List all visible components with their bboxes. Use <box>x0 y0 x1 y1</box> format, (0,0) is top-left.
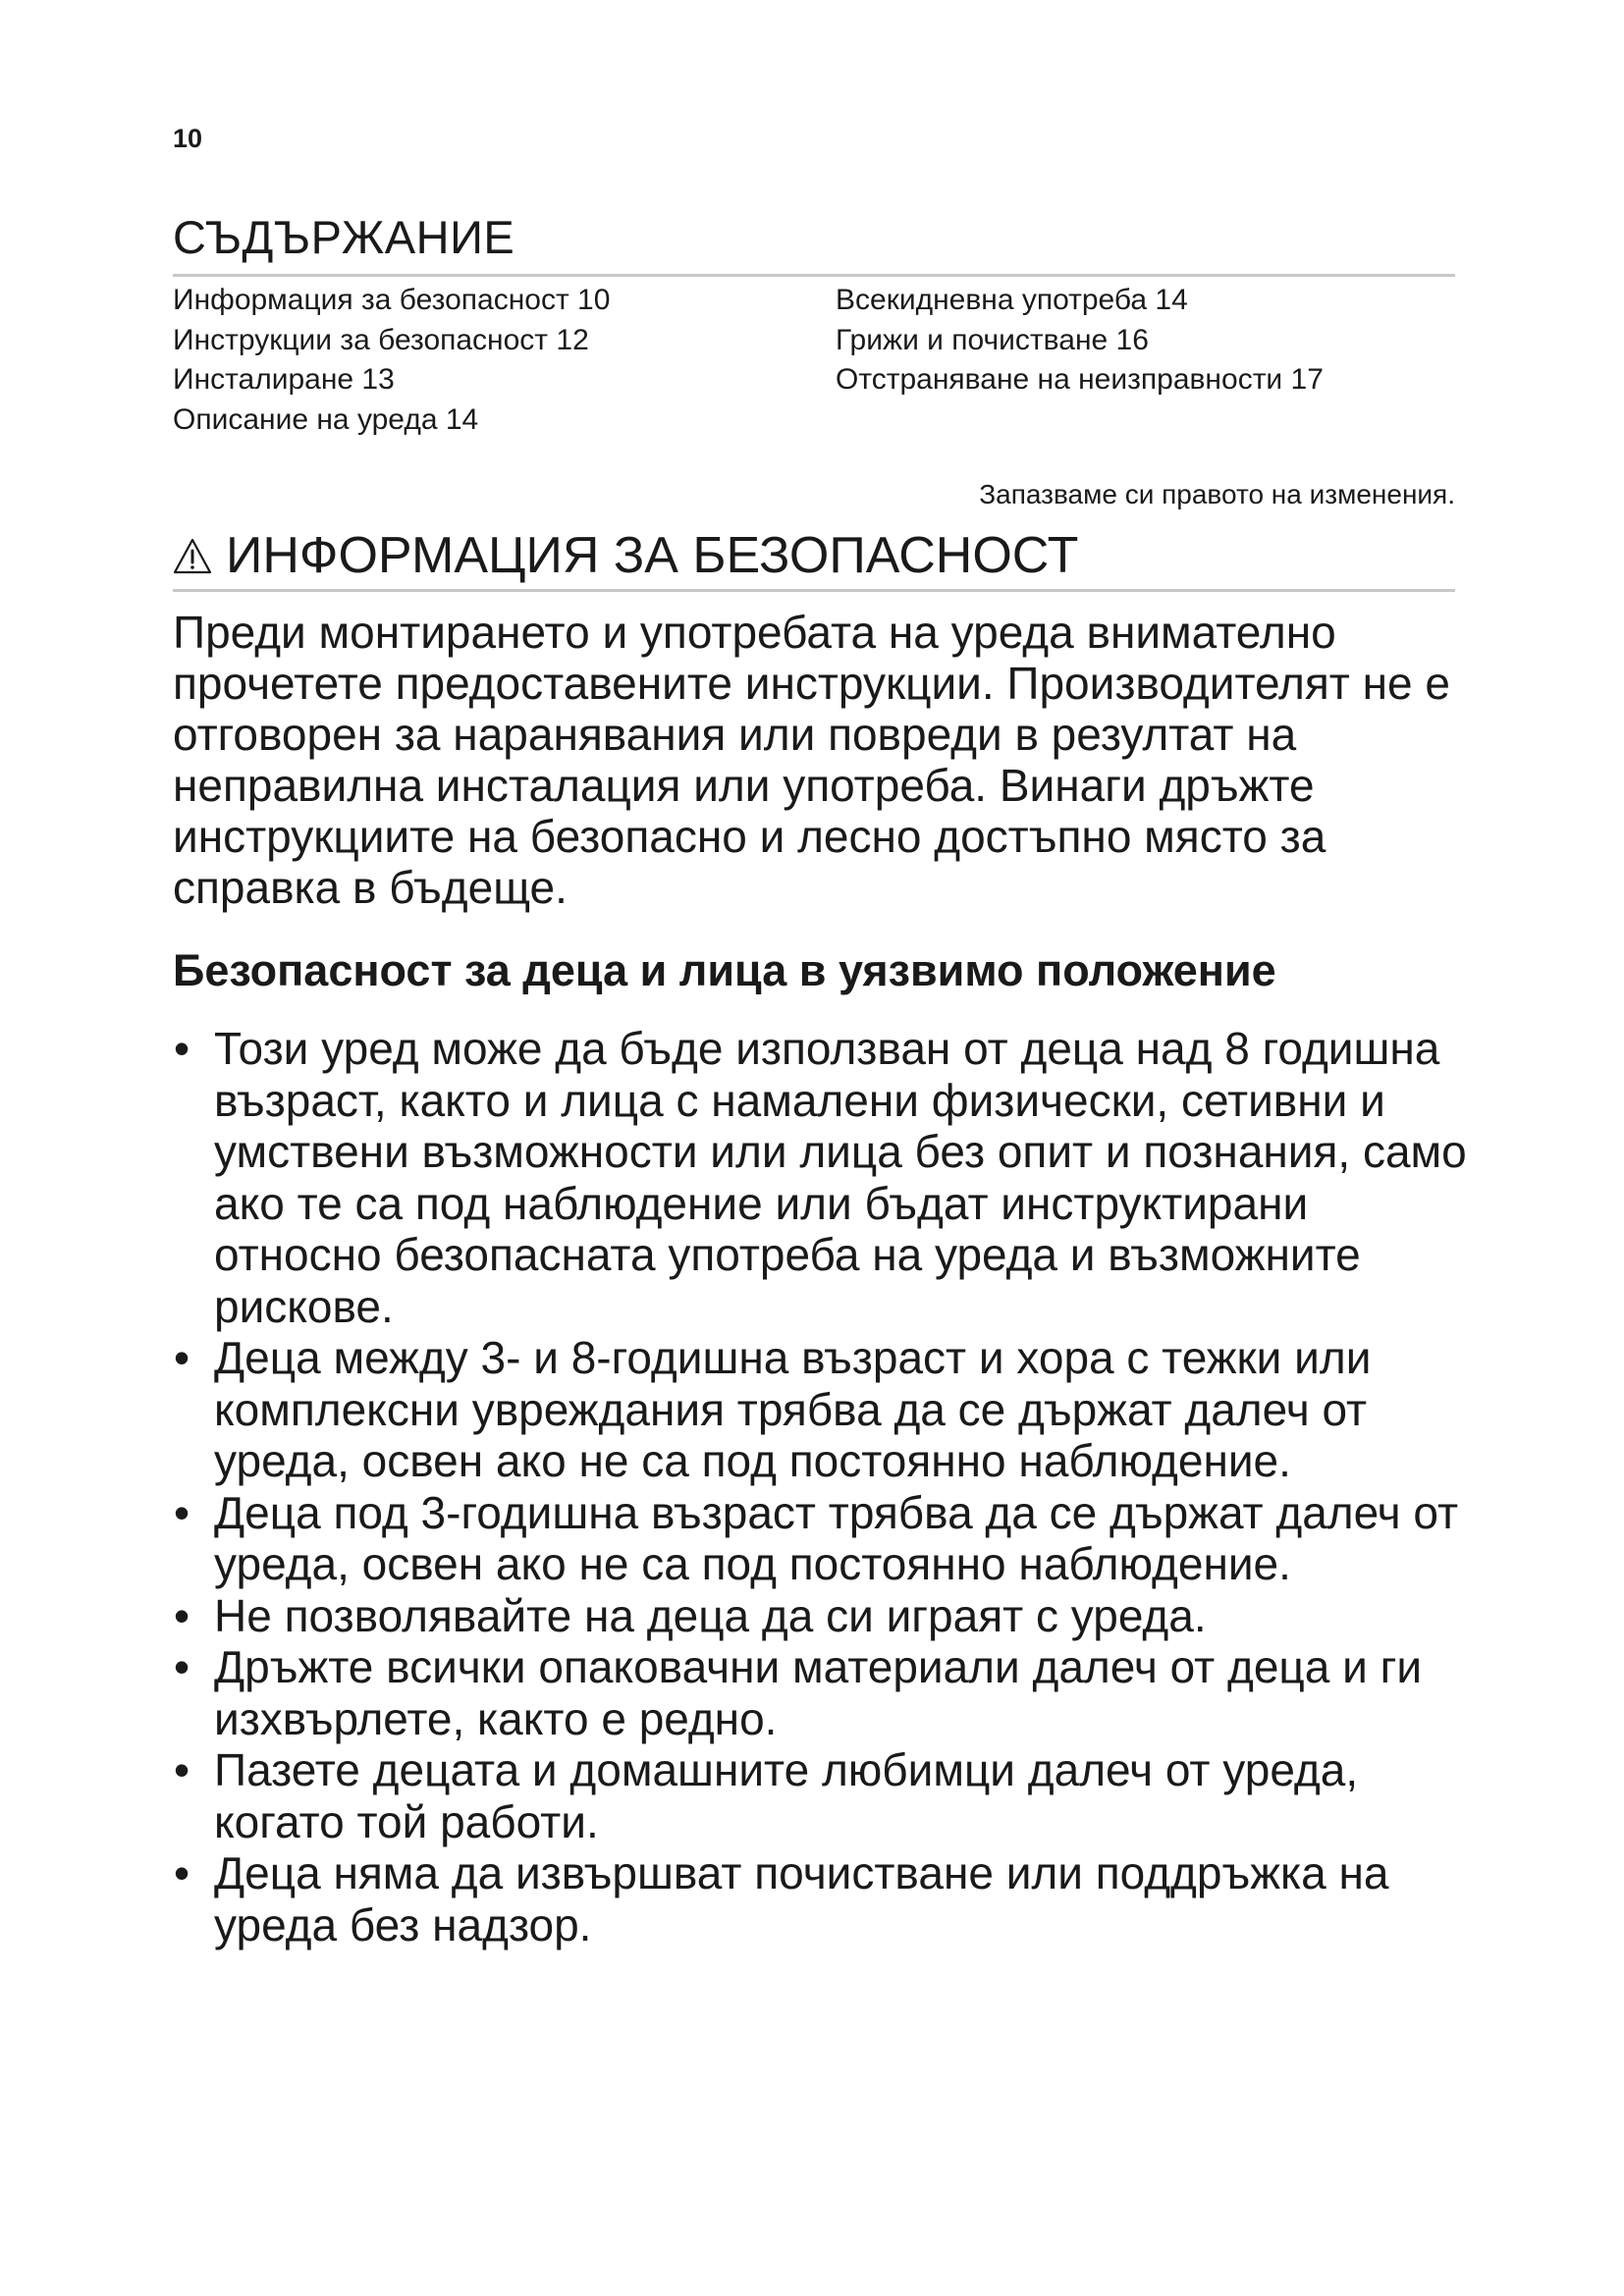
toc-left-column <box>173 281 610 440</box>
toc-item-care-cleaning[interactable]: Грижи и почистване 16 <box>836 323 1149 356</box>
list-item <box>173 1641 1479 1744</box>
toc-right-column <box>836 281 1324 400</box>
list-item-text: Този уред може да бъде използван от деца над 8 годишна възраст, както и лица с намалени физически, сетивни и умствени възможности или лица без опит и познания, само ако те са под наблюдение или бъдат инструктирани относно безопасната употреба на уреда и възможните рискове. <box>214 1023 1467 1332</box>
safety-divider <box>173 589 1455 592</box>
toc-title: СЪДЪРЖАНИЕ <box>173 211 515 263</box>
list-item-text: Дръжте всички опаковачни материали далеч от деца и ги изхвърлете, както е редно. <box>214 1641 1423 1744</box>
toc-item-product-description[interactable]: Описание на уреда 14 <box>173 402 479 436</box>
list-item-text: Деца под 3-годишна възраст трябва да се държат далеч от уреда, освен ако не са под постоянно наблюдение. <box>214 1486 1459 1589</box>
warning-triangle-icon <box>173 537 212 576</box>
list-item-text: Деца няма да извършват почистване или поддръжка на уреда без надзор. <box>214 1847 1389 1950</box>
list-item <box>173 1023 1479 1332</box>
bullet-icon: • <box>174 1023 190 1074</box>
children-safety-heading: Безопасност за деца и лица в уязвимо положение <box>173 945 1276 995</box>
bullet-icon: • <box>174 1744 190 1795</box>
list-item <box>173 1744 1479 1847</box>
safety-intro-paragraph: Преди монтирането и употребата на уреда внимателно прочетете предоставените инструкции. Производителят не е отговорен за наранявания или повреди в резултат на неправилна инсталация или употреба. Винаги дръжте инструкциите на безопасно и лесно достъпно място за справка в бъдеще. <box>173 607 1451 913</box>
list-item <box>173 1847 1479 1950</box>
list-item <box>173 1590 1479 1642</box>
list-item-text: Не позволявайте на деца да си играят с уреда. <box>214 1589 1207 1641</box>
list-item-text: Пазете децата и домашните любимци далеч от уреда, когато той работи. <box>214 1744 1359 1847</box>
list-item-text: Деца между 3- и 8-годишна възраст и хора с тежки или комплексни увреждания трябва да се държат далеч от уреда, освен ако не са под постоянно наблюдение. <box>214 1332 1372 1486</box>
toc-item-installation[interactable]: Инсталиране 13 <box>173 363 395 396</box>
bullet-icon: • <box>174 1641 190 1692</box>
rights-notice: Запазваме си правото на изменения. <box>979 479 1455 509</box>
toc-item-safety-instructions[interactable]: Инструкции за безопасност 12 <box>173 323 589 356</box>
toc-item-troubleshooting[interactable]: Отстраняване на неизправности 17 <box>836 363 1324 396</box>
children-safety-list <box>173 1023 1479 1950</box>
page-number: 10 <box>173 124 203 153</box>
toc-item-safety-info[interactable]: Информация за безопасност 10 <box>173 284 611 316</box>
toc-item-daily-use[interactable]: Всекидневна употреба 14 <box>836 284 1188 316</box>
bullet-icon: • <box>174 1486 190 1538</box>
safety-section-title <box>173 527 1079 584</box>
list-item <box>173 1332 1479 1487</box>
bullet-icon: • <box>174 1847 190 1898</box>
bullet-icon: • <box>174 1589 190 1641</box>
safety-section-title-text: ИНФОРМАЦИЯ ЗА БЕЗОПАСНОСТ <box>226 527 1079 584</box>
bullet-icon: • <box>174 1332 190 1383</box>
toc-divider <box>173 274 1455 277</box>
list-item <box>173 1487 1479 1590</box>
